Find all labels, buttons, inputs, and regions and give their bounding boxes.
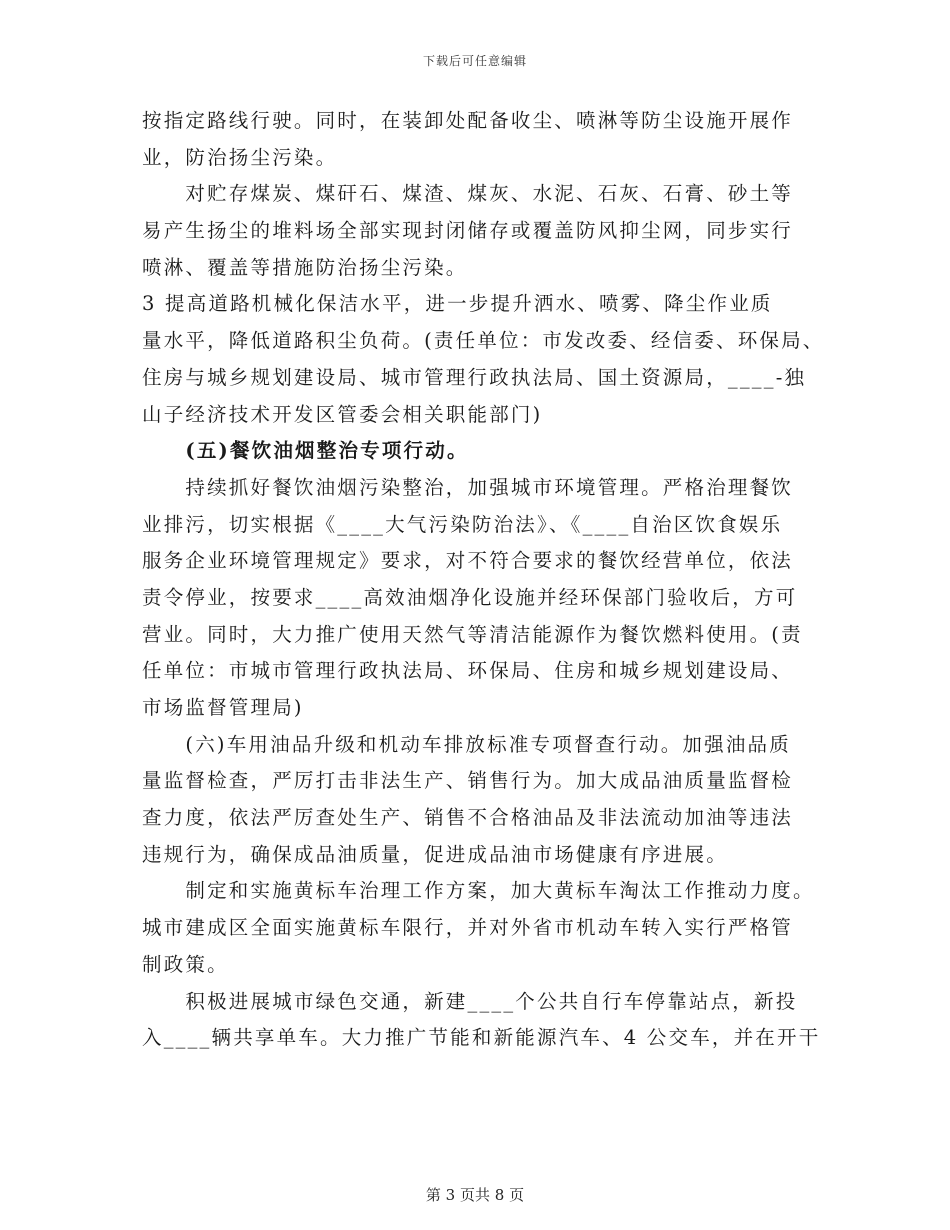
text-line: 营业。同时，大力推广使用天然气等清洁能源作为餐饮燃料使用。(责 (142, 622, 803, 646)
section-heading: (五)餐饮油烟整治专项行动。 (142, 439, 469, 463)
text-line: 持续抓好餐饮油烟污染整治，加强城市环境管理。严格治理餐饮 (142, 475, 794, 499)
text-line: (六)车用油品升级和机动车排放标准专项督查行动。加强油品质 (142, 732, 791, 756)
text-line: 任单位：市城市管理行政执法局、环保局、住房和城乡规划建设局、 (142, 659, 794, 683)
text-line: 积极进展城市绿色交通，新建____个公共自行车停靠站点，新投 (142, 989, 798, 1013)
text-line: 易产生扬尘的堆料场全部实现封闭储存或覆盖防风抑尘网，同步实行 (142, 219, 794, 243)
text-line: 查力度，依法严厉查处生产、销售不合格油品及非法流动加油等违法 (142, 806, 794, 830)
text-line: 山子经济技术开发区管委会相关职能部门) (142, 402, 543, 426)
text-line: 量监督检查，严厉打击非法生产、销售行为。加大成品油质量监督检 (142, 769, 794, 793)
text-line: 制定和实施黄标车治理工作方案，加大黄标车淘汰工作推动力度。 (142, 879, 815, 903)
text-line: 住房与城乡规划建设局、城市管理行政执法局、国土资源局，____-独 (142, 365, 807, 389)
text-line: 3 提高道路机械化保洁水平，进一步提升洒水、喷雾、降尘作业质 (142, 292, 773, 316)
text-line: 业，防治扬尘污染。 (142, 145, 338, 169)
text-line: 违规行为，确保成品油质量，促进成品油市场健康有序进展。 (142, 842, 728, 866)
page-header: 下载后可任意编辑 (422, 54, 527, 68)
page-footer: 第 3 页共 8 页 (425, 1186, 525, 1204)
text-line: 责令停业，按要求____高效油烟净化设施并经环保部门验收后，方可 (142, 585, 798, 609)
text-line: 量水平，降低道路积尘负荷。(责任单位：市发改委、经信委、环保局、 (142, 329, 825, 353)
text-line: 业排污，切实根据《____大气污染防治法》、《____自治区饮食娱乐 (142, 512, 783, 536)
text-line: 制政策。 (142, 952, 229, 976)
text-line: 入____辆共享单车。大力推广节能和新能源汽车、4 公交车，并在开干 (142, 1026, 821, 1050)
document-body (142, 103, 825, 1057)
text-line: 服务企业环境管理规定》要求，对不符合要求的餐饮经营单位，依法 (142, 549, 794, 573)
text-line: 按指定路线行驶。同时，在装卸处配备收尘、喷淋等防尘设施开展作 (142, 109, 794, 132)
text-line: 喷淋、覆盖等措施防治扬尘污染。 (142, 255, 468, 279)
text-line: 城市建成区全面实施黄标车限行，并对外省市机动车转入实行严格管 (142, 916, 794, 940)
text-line: 市场监督管理局) (142, 696, 304, 719)
text-line: 对贮存煤炭、煤矸石、煤渣、煤灰、水泥、石灰、石膏、砂土等 (142, 182, 794, 206)
